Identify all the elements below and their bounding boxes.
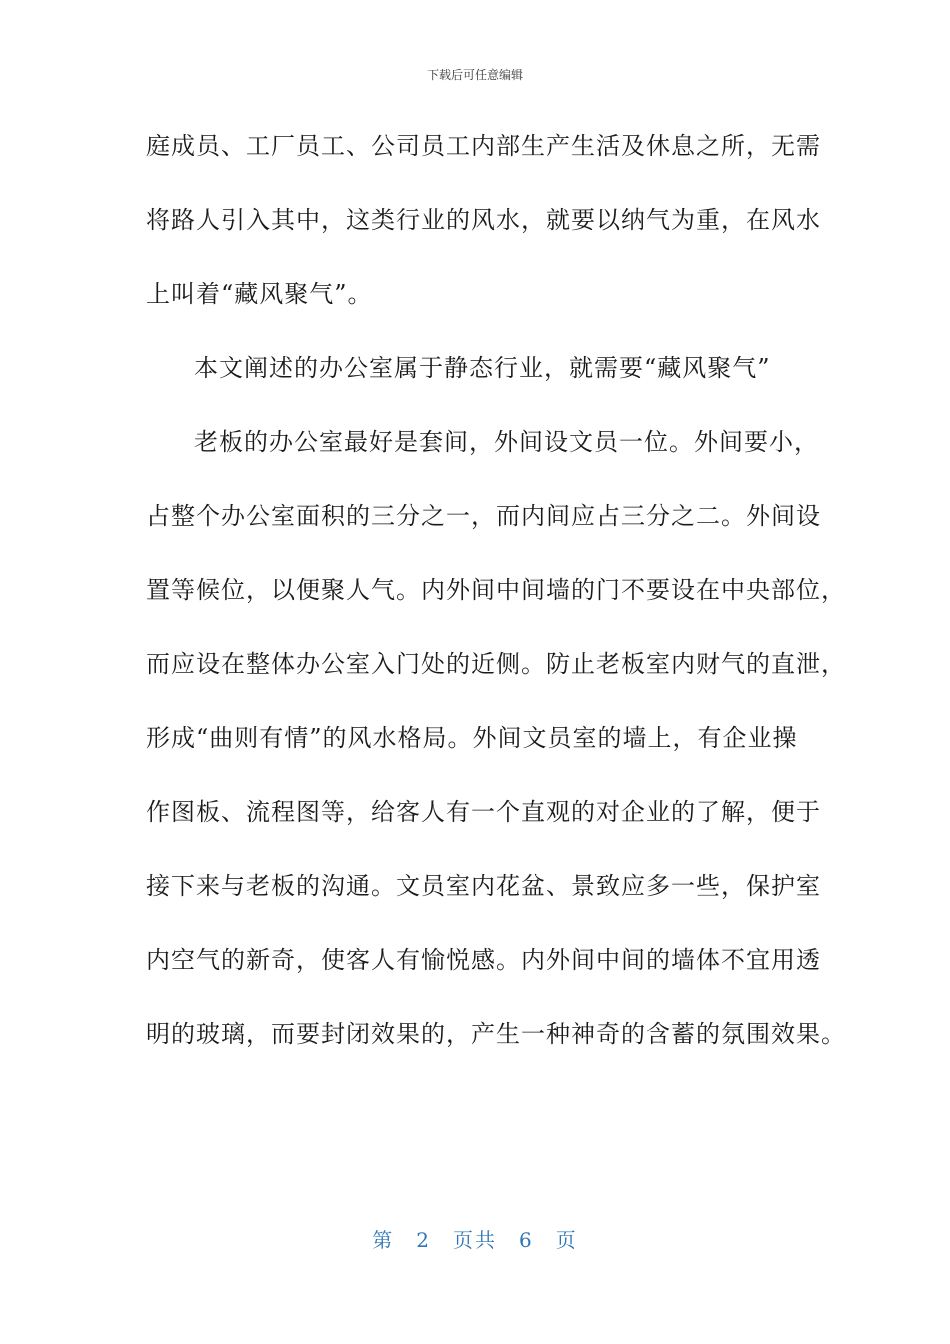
- paragraph-start-line: 老板的办公室最好是套间，外间设文员一位。外间要小，: [194, 428, 819, 456]
- document-body: [146, 120, 846, 1082]
- footer-suffix: 页: [555, 1228, 578, 1252]
- footer-prefix: 第: [372, 1228, 395, 1252]
- header-note: 下载后可任意编辑: [426, 68, 523, 82]
- footer-middle: 页共: [453, 1228, 497, 1252]
- text-line: 作图板、流程图等，给客人有一个直观的对企业的了解，便于: [146, 798, 821, 826]
- page-number-footer: [0, 1224, 950, 1253]
- current-page-number: 2: [416, 1228, 431, 1252]
- text-line: 上叫着“藏风聚气”。: [146, 280, 373, 308]
- text-line: 而应设在整体办公室入门处的近侧。防止老板室内财气的直泄，: [146, 650, 846, 678]
- text-line: 接下来与老板的沟通。文员室内花盆、景致应多一些，保护室: [146, 872, 821, 900]
- total-pages-number: 6: [519, 1228, 534, 1252]
- text-line: 庭成员、工厂员工、公司员工内部生产生活及休息之所，无需: [146, 132, 821, 160]
- text-line: 置等候位，以便聚人气。内外间中间墙的门不要设在中央部位，: [146, 576, 846, 604]
- paragraph-start-line: 本文阐述的办公室属于静态行业，就需要“藏风聚气”: [194, 354, 771, 382]
- text-line: 将路人引入其中，这类行业的风水，就要以纳气为重，在风水: [146, 206, 821, 234]
- text-line: 形成“曲则有情”的风水格局。外间文员室的墙上，有企业操: [146, 724, 798, 752]
- text-line: 占整个办公室面积的三分之一，而内间应占三分之二。外间设: [146, 502, 821, 530]
- text-line: 明的玻璃，而要封闭效果的，产生一种神奇的含蓄的氛围效果。: [146, 1020, 846, 1048]
- text-line: 内空气的新奇，使客人有愉悦感。内外间中间的墙体不宜用透: [146, 946, 821, 974]
